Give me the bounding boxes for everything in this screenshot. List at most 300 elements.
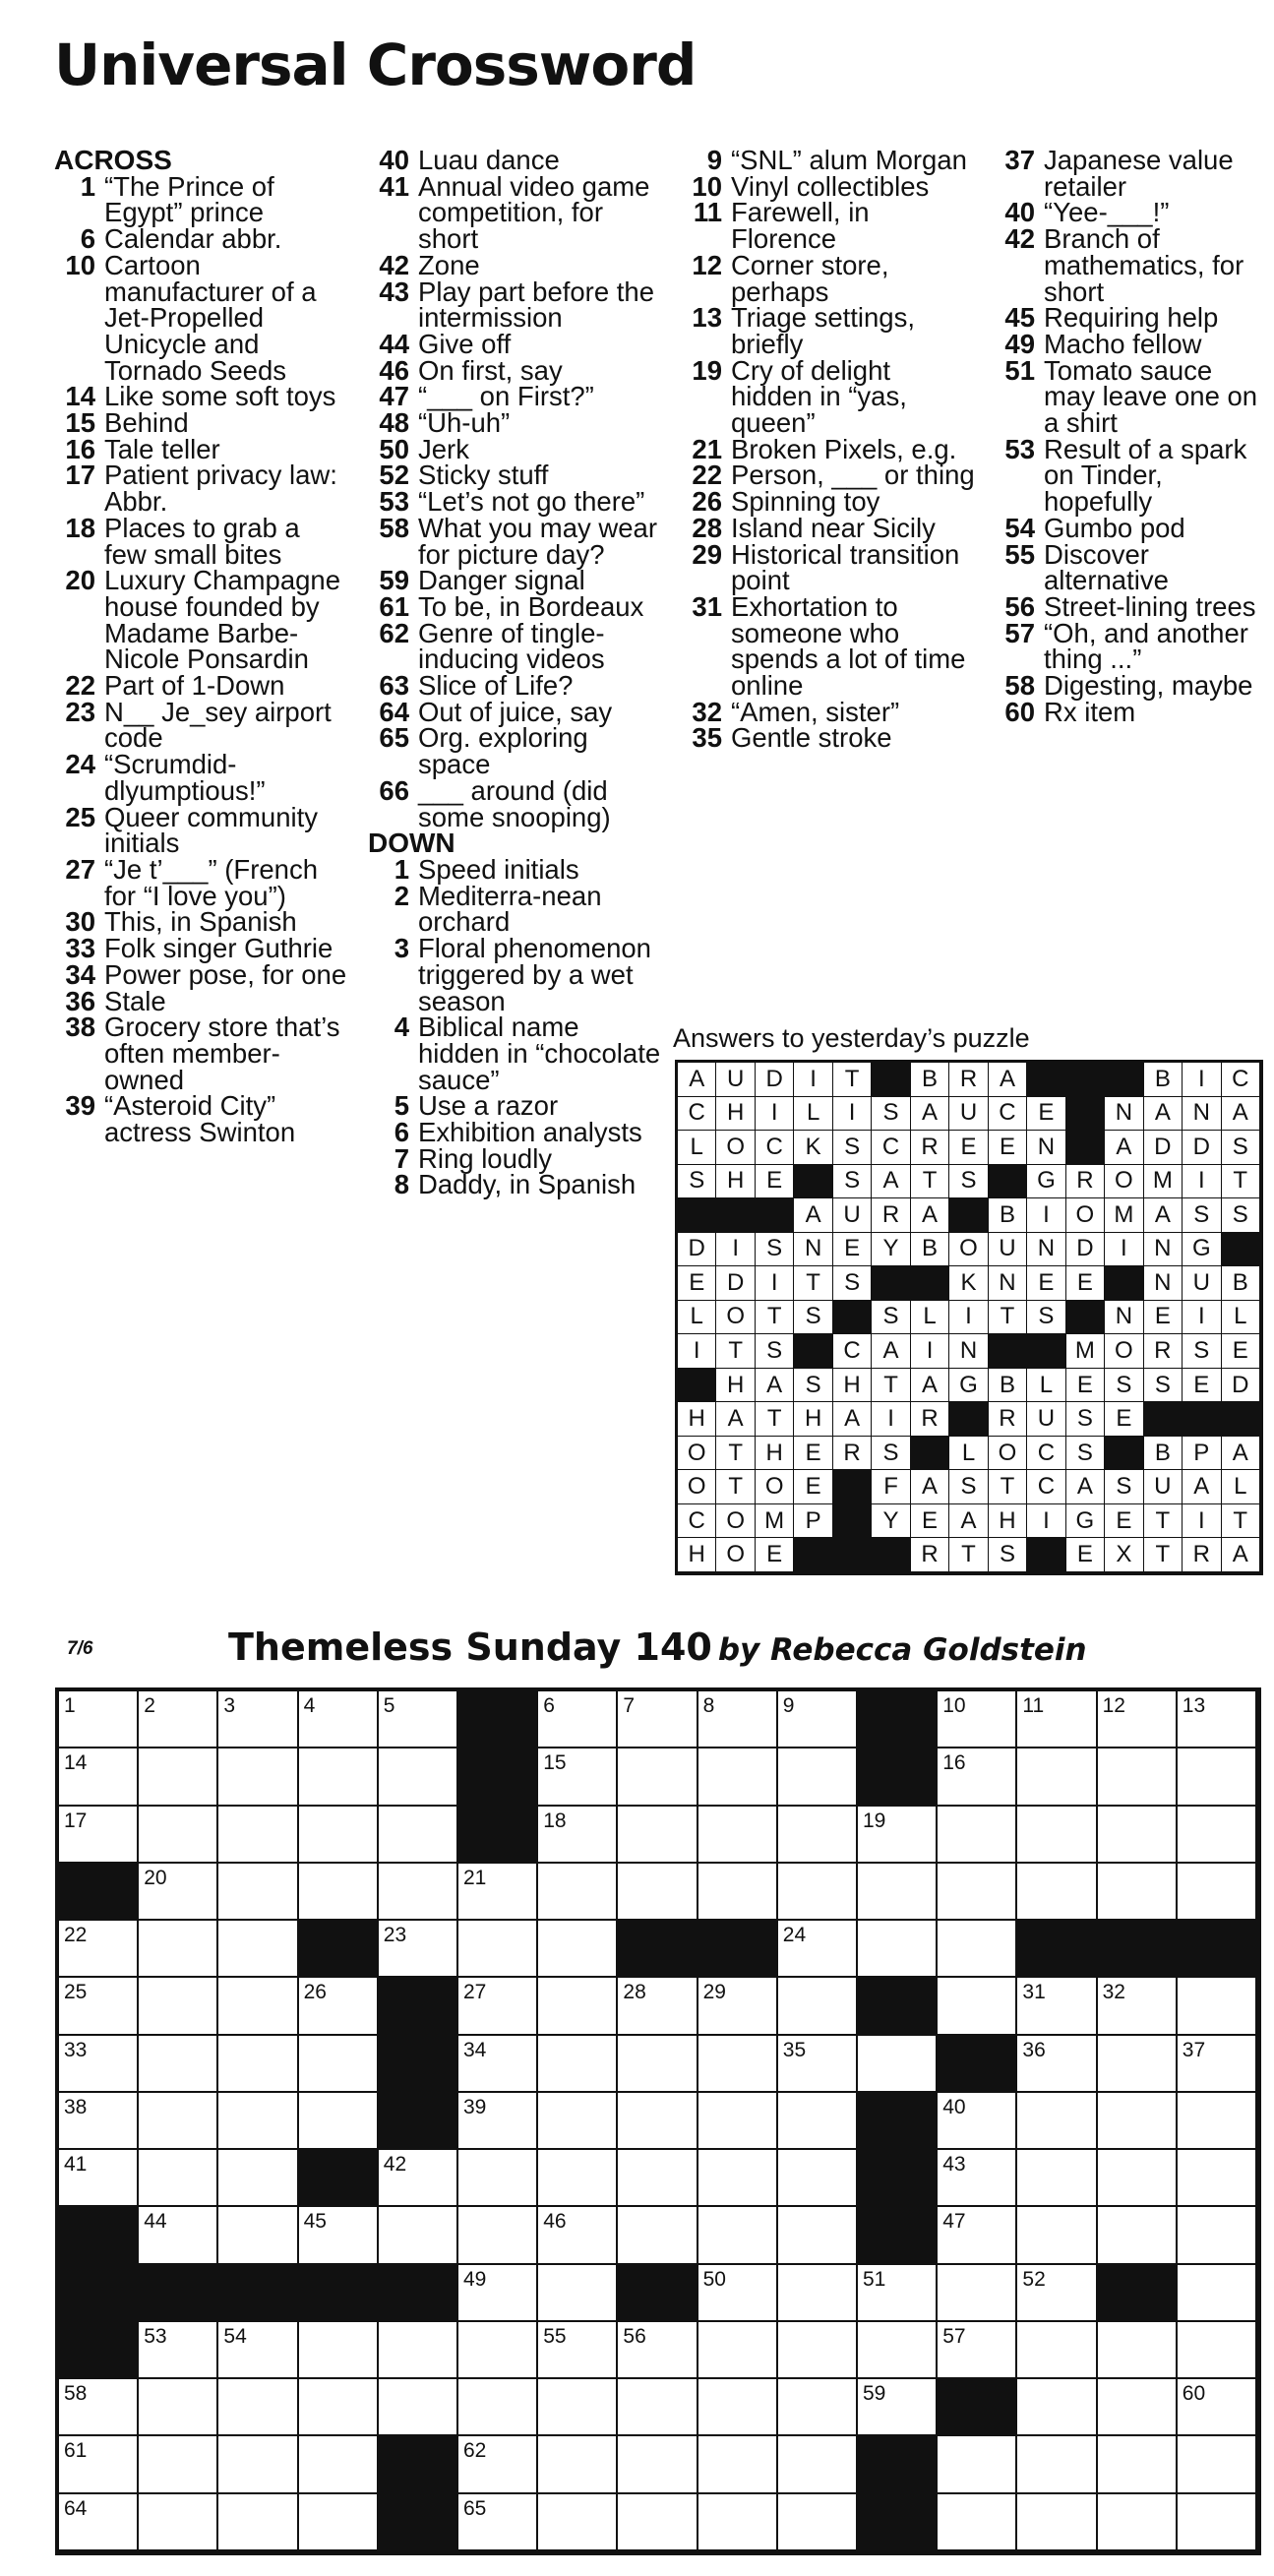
crossword-grid (55, 1687, 1261, 2555)
grid-cell[interactable] (538, 2036, 618, 2093)
grid-cell[interactable] (1098, 2494, 1178, 2551)
grid-cell[interactable] (698, 2036, 778, 2093)
grid-cell[interactable] (1098, 1807, 1178, 1864)
clue-text: Annual video game competition, for short (418, 170, 650, 255)
grid-cell[interactable] (458, 2322, 538, 2379)
clue (368, 617, 663, 675)
clue-column-1 (54, 145, 349, 1148)
grid-cell[interactable] (538, 2093, 618, 2150)
answer-cell: B (911, 1063, 949, 1097)
answer-cell: H (678, 1402, 716, 1437)
grid-cell[interactable] (139, 2036, 218, 2093)
grid-cell[interactable] (218, 2436, 298, 2493)
grid-cell[interactable] (218, 1978, 298, 2035)
answer-cell: I (756, 1097, 794, 1132)
answer-black-square (1105, 1266, 1143, 1301)
grid-cell[interactable] (938, 1978, 1017, 2035)
grid-cell[interactable] (59, 2093, 139, 2150)
grid-cell[interactable] (458, 2207, 538, 2264)
grid-cell[interactable] (139, 1864, 218, 1921)
answer-cell: S (1105, 1470, 1143, 1504)
grid-cell[interactable] (938, 1691, 1017, 1748)
clue-number: 39 (65, 1090, 95, 1122)
grid-cell[interactable] (1017, 1807, 1097, 1864)
grid-cell[interactable] (618, 1691, 698, 1748)
answer-cell: L (1222, 1470, 1260, 1504)
clue-number: 57 (1004, 617, 1035, 648)
grid-cell[interactable] (618, 2436, 698, 2493)
grid-cell[interactable] (1017, 2207, 1097, 2264)
answer-cell: C (1027, 1470, 1065, 1504)
answer-cell: O (1066, 1198, 1105, 1233)
grid-cell[interactable] (139, 1978, 218, 2035)
answer-cell: E (1105, 1402, 1143, 1437)
grid-cell[interactable] (538, 2494, 618, 2551)
answer-cell: X (1105, 1538, 1143, 1572)
black-square (458, 1748, 538, 1806)
grid-cell[interactable] (938, 2494, 1017, 2551)
clue-text: Speed initials (418, 853, 579, 885)
answer-cell: C (756, 1131, 794, 1165)
grid-cell[interactable] (1017, 1691, 1097, 1748)
grid-cell[interactable] (59, 1691, 139, 1748)
grid-cell[interactable] (938, 2093, 1017, 2150)
grid-cell[interactable] (379, 2322, 458, 2379)
grid-cell[interactable] (698, 1864, 778, 1921)
grid-cell[interactable] (59, 2436, 139, 2493)
grid-cell[interactable] (1178, 2379, 1257, 2436)
grid-cell[interactable] (218, 2150, 298, 2207)
answer-cell: N (1183, 1097, 1221, 1132)
answer-black-square (1105, 1437, 1143, 1471)
answer-cell: A (833, 1402, 872, 1437)
grid-cell[interactable] (299, 2322, 379, 2379)
grid-cell[interactable] (1178, 1748, 1257, 1806)
grid-cell[interactable] (299, 2207, 379, 2264)
grid-cell[interactable] (1098, 2436, 1178, 2493)
grid-cell[interactable] (299, 1864, 379, 1921)
grid-cell[interactable] (778, 2494, 858, 2551)
grid-cell[interactable] (538, 2436, 618, 2493)
answer-cell: E (756, 1538, 794, 1572)
grid-cell[interactable] (218, 1921, 298, 1978)
clue (54, 407, 349, 439)
grid-cell[interactable] (1178, 2436, 1257, 2493)
grid-cell[interactable] (458, 1978, 538, 2035)
grid-cell[interactable] (299, 1978, 379, 2035)
grid-cell[interactable] (538, 1864, 618, 1921)
grid-cell[interactable] (938, 1864, 1017, 1921)
clue-text: Behind (104, 407, 189, 439)
clue-text: Play part before the intermission (418, 276, 655, 334)
grid-cell[interactable] (59, 2494, 139, 2551)
grid-cell[interactable] (379, 2207, 458, 2264)
cell-number: 9 (782, 1694, 795, 1717)
grid-cell[interactable] (698, 2379, 778, 2436)
answer-cell: D (1066, 1233, 1105, 1267)
grid-cell[interactable] (698, 2265, 778, 2322)
clue-number: 24 (65, 749, 95, 780)
clue-text: Sticky stuff (418, 460, 549, 491)
grid-cell[interactable] (299, 2494, 379, 2551)
grid-cell[interactable] (698, 2436, 778, 2493)
grid-cell[interactable] (698, 2093, 778, 2150)
grid-cell[interactable] (1178, 2265, 1257, 2322)
clue-text: Luau dance (418, 145, 560, 175)
grid-cell[interactable] (778, 2265, 858, 2322)
answer-black-square (1027, 1063, 1065, 1097)
clue-number: 66 (379, 774, 409, 806)
grid-cell[interactable] (379, 1691, 458, 1748)
grid-cell[interactable] (698, 1978, 778, 2035)
grid-cell[interactable] (1178, 2207, 1257, 2264)
grid-cell[interactable] (218, 1807, 298, 1864)
answer-cell: R (911, 1538, 949, 1572)
clue (368, 1117, 663, 1148)
cell-number: 65 (462, 2496, 487, 2520)
grid-cell[interactable] (379, 1807, 458, 1864)
clue-text: Farewell, in Florence (731, 197, 870, 255)
grid-cell[interactable] (139, 2379, 218, 2436)
grid-cell[interactable] (698, 2207, 778, 2264)
grid-cell[interactable] (218, 1691, 298, 1748)
grid-cell[interactable] (858, 2036, 938, 2093)
grid-cell[interactable] (778, 1691, 858, 1748)
answer-cell: A (1183, 1470, 1221, 1504)
grid-cell[interactable] (59, 1921, 139, 1978)
grid-cell[interactable] (299, 1807, 379, 1864)
page-title: Universal Crossword (54, 31, 697, 98)
clue-text: “Scrumdid-dlyumptious!” (104, 749, 266, 806)
grid-cell[interactable] (59, 1748, 139, 1806)
grid-cell[interactable] (1098, 1691, 1178, 1748)
grid-cell[interactable] (1098, 2322, 1178, 2379)
grid-cell[interactable] (698, 1807, 778, 1864)
answer-black-square (1105, 1063, 1143, 1097)
answer-cell: S (1066, 1402, 1105, 1437)
grid-cell[interactable] (858, 1807, 938, 1864)
grid-cell[interactable] (538, 1807, 618, 1864)
grid-cell[interactable] (1178, 2036, 1257, 2093)
grid-cell[interactable] (1178, 1978, 1257, 2035)
clue-number: 1 (394, 853, 409, 885)
grid-cell[interactable] (218, 2207, 298, 2264)
grid-cell[interactable] (778, 2207, 858, 2264)
grid-cell[interactable] (379, 1921, 458, 1978)
grid-cell[interactable] (698, 1748, 778, 1806)
grid-cell[interactable] (139, 1807, 218, 1864)
clue-number: 30 (65, 906, 95, 938)
clue-number: 20 (65, 565, 95, 596)
grid-cell[interactable] (1017, 1864, 1097, 1921)
clue-number: 36 (65, 985, 95, 1016)
grid-cell[interactable] (1178, 1807, 1257, 1864)
cell-number: 7 (623, 1694, 636, 1717)
grid-cell[interactable] (458, 1864, 538, 1921)
clue-text: Street-lining trees (1044, 590, 1256, 622)
grid-cell[interactable] (59, 2150, 139, 2207)
clue (54, 565, 349, 675)
clue (994, 354, 1269, 439)
grid-cell[interactable] (458, 2436, 538, 2493)
grid-cell[interactable] (1178, 1691, 1257, 1748)
clue (994, 328, 1269, 359)
grid-cell[interactable] (538, 2322, 618, 2379)
grid-cell[interactable] (1017, 2379, 1097, 2436)
black-square (379, 2436, 458, 2493)
grid-cell[interactable] (139, 1691, 218, 1748)
answer-cell: A (678, 1063, 716, 1097)
clue (681, 197, 976, 255)
grid-cell[interactable] (618, 2322, 698, 2379)
grid-cell[interactable] (778, 2093, 858, 2150)
grid-cell[interactable] (538, 1748, 618, 1806)
grid-cell[interactable] (858, 1921, 938, 1978)
grid-cell[interactable] (299, 2093, 379, 2150)
cell-number: 25 (64, 1981, 88, 2004)
answer-cell: S (1105, 1369, 1143, 1403)
clue-text: “Uh-uh” (418, 407, 511, 439)
grid-cell[interactable] (618, 1978, 698, 2035)
grid-cell[interactable] (538, 2207, 618, 2264)
cell-number: 40 (942, 2095, 966, 2118)
clue-text: Result of a spark on Tinder, hopefully (1044, 433, 1247, 518)
clue-number: 58 (379, 512, 409, 543)
answer-cell: H (716, 1369, 755, 1403)
grid-cell[interactable] (1017, 1978, 1097, 2035)
grid-cell[interactable] (538, 1921, 618, 1978)
grid-cell[interactable] (299, 1691, 379, 1748)
clue-column-3 (681, 145, 976, 754)
grid-cell[interactable] (938, 1807, 1017, 1864)
grid-cell[interactable] (59, 1807, 139, 1864)
grid-cell[interactable] (1017, 2093, 1097, 2150)
answer-cell: U (1144, 1470, 1183, 1504)
answer-cell: L (1222, 1301, 1260, 1335)
grid-cell[interactable] (458, 2093, 538, 2150)
grid-cell[interactable] (379, 2150, 458, 2207)
answer-cell: I (756, 1266, 794, 1301)
cell-number: 60 (1182, 2382, 1206, 2406)
clue (368, 512, 663, 570)
clue-number: 53 (1004, 433, 1035, 464)
grid-cell[interactable] (858, 1864, 938, 1921)
grid-cell[interactable] (1098, 2207, 1178, 2264)
grid-cell[interactable] (218, 2494, 298, 2551)
grid-cell[interactable] (1098, 2150, 1178, 2207)
cell-number: 64 (64, 2496, 88, 2520)
grid-cell[interactable] (299, 2436, 379, 2493)
grid-cell[interactable] (139, 2207, 218, 2264)
clue (54, 170, 349, 228)
clue-number: 32 (692, 696, 722, 727)
grid-cell[interactable] (218, 2379, 298, 2436)
clue-number: 18 (65, 512, 95, 543)
grid-cell[interactable] (1017, 2150, 1097, 2207)
grid-cell[interactable] (538, 1691, 618, 1748)
black-square (379, 1978, 458, 2035)
grid-cell[interactable] (1098, 2093, 1178, 2150)
grid-cell[interactable] (618, 2379, 698, 2436)
grid-cell[interactable] (1017, 1748, 1097, 1806)
answer-black-square (1066, 1301, 1105, 1335)
answer-cell: T (716, 1470, 755, 1504)
grid-cell[interactable] (139, 2150, 218, 2207)
answer-cell: S (989, 1538, 1027, 1572)
answer-cell: L (678, 1301, 716, 1335)
answer-cell: H (716, 1165, 755, 1199)
answer-cell: M (1144, 1165, 1183, 1199)
answer-cell: T (756, 1301, 794, 1335)
answer-cell: S (1027, 1301, 1065, 1335)
answer-black-square (872, 1063, 910, 1097)
grid-cell[interactable] (1098, 1978, 1178, 2035)
grid-cell[interactable] (139, 2436, 218, 2493)
grid-cell[interactable] (778, 1748, 858, 1806)
answer-cell: H (678, 1538, 716, 1572)
black-square (858, 2207, 938, 2264)
grid-cell[interactable] (379, 2379, 458, 2436)
answer-cell: A (1066, 1470, 1105, 1504)
grid-cell[interactable] (458, 1921, 538, 1978)
grid-cell[interactable] (379, 1748, 458, 1806)
grid-cell[interactable] (938, 2322, 1017, 2379)
grid-cell[interactable] (1017, 2036, 1097, 2093)
grid-cell[interactable] (1017, 2436, 1097, 2493)
grid-cell[interactable] (938, 2265, 1017, 2322)
grid-cell[interactable] (618, 2036, 698, 2093)
grid-cell[interactable] (139, 2093, 218, 2150)
grid-cell[interactable] (778, 1864, 858, 1921)
grid-cell[interactable] (618, 1748, 698, 1806)
grid-cell[interactable] (778, 1978, 858, 2035)
grid-cell[interactable] (139, 2322, 218, 2379)
grid-cell[interactable] (938, 1921, 1017, 1978)
grid-cell[interactable] (1017, 2322, 1097, 2379)
grid-cell[interactable] (778, 2322, 858, 2379)
grid-cell[interactable] (618, 2093, 698, 2150)
grid-cell[interactable] (59, 2036, 139, 2093)
grid-cell[interactable] (538, 1978, 618, 2035)
answer-cell: U (1183, 1266, 1221, 1301)
grid-cell[interactable] (538, 2265, 618, 2322)
grid-cell[interactable] (139, 1748, 218, 1806)
answer-black-square (949, 1198, 988, 1233)
grid-cell[interactable] (59, 1978, 139, 2035)
grid-cell[interactable] (1098, 2036, 1178, 2093)
answer-cell: S (833, 1131, 872, 1165)
grid-cell[interactable] (938, 2150, 1017, 2207)
grid-cell[interactable] (1178, 2322, 1257, 2379)
grid-cell[interactable] (299, 2379, 379, 2436)
grid-cell[interactable] (778, 1921, 858, 1978)
grid-cell[interactable] (858, 2265, 938, 2322)
grid-cell[interactable] (698, 2494, 778, 2551)
grid-cell[interactable] (778, 2150, 858, 2207)
clue-text: Jerk (418, 433, 469, 464)
clue (54, 249, 349, 386)
grid-cell[interactable] (458, 2379, 538, 2436)
clue (368, 170, 663, 255)
grid-cell[interactable] (618, 2494, 698, 2551)
grid-cell[interactable] (1178, 2093, 1257, 2150)
clue-text: Requiring help (1044, 302, 1219, 334)
grid-cell[interactable] (778, 1807, 858, 1864)
grid-cell[interactable] (218, 1748, 298, 1806)
grid-cell[interactable] (778, 2436, 858, 2493)
grid-cell[interactable] (698, 2322, 778, 2379)
grid-cell[interactable] (59, 2379, 139, 2436)
grid-cell[interactable] (218, 2093, 298, 2150)
grid-cell[interactable] (379, 1864, 458, 1921)
clue (994, 145, 1269, 202)
answer-cell: A (872, 1334, 910, 1369)
grid-cell[interactable] (458, 2265, 538, 2322)
grid-cell[interactable] (1017, 2494, 1097, 2551)
grid-cell[interactable] (538, 2150, 618, 2207)
answer-cell: E (794, 1437, 832, 1471)
grid-cell[interactable] (538, 2379, 618, 2436)
grid-cell[interactable] (698, 2150, 778, 2207)
grid-cell[interactable] (458, 2494, 538, 2551)
grid-cell[interactable] (618, 1864, 698, 1921)
cell-number: 45 (303, 2210, 327, 2234)
grid-cell[interactable] (458, 2036, 538, 2093)
clue-text: Macho fellow (1044, 328, 1202, 359)
grid-cell[interactable] (218, 2036, 298, 2093)
grid-cell[interactable] (618, 2207, 698, 2264)
grid-cell[interactable] (938, 1748, 1017, 1806)
grid-cell[interactable] (1017, 2265, 1097, 2322)
cell-number: 26 (303, 1981, 327, 2004)
grid-cell[interactable] (938, 2207, 1017, 2264)
grid-cell[interactable] (618, 2150, 698, 2207)
grid-cell[interactable] (858, 2379, 938, 2436)
grid-cell[interactable] (618, 1807, 698, 1864)
answer-cell: O (678, 1470, 716, 1504)
grid-cell[interactable] (1178, 1864, 1257, 1921)
answer-black-square (1066, 1131, 1105, 1165)
grid-cell[interactable] (858, 2322, 938, 2379)
grid-cell[interactable] (1098, 1748, 1178, 1806)
cell-number: 29 (702, 1981, 726, 2004)
grid-cell[interactable] (218, 2322, 298, 2379)
answer-black-square (1144, 1402, 1183, 1437)
cell-number: 4 (303, 1694, 316, 1717)
clue-text: Tomato sauce may leave one on a shirt (1044, 354, 1258, 439)
answer-cell: S (1183, 1334, 1221, 1369)
grid-cell[interactable] (458, 2150, 538, 2207)
answer-cell: S (678, 1165, 716, 1199)
grid-cell[interactable] (1178, 2150, 1257, 2207)
grid-cell[interactable] (299, 1748, 379, 1806)
clue-text: Grocery store that’s often member-owned (104, 1012, 340, 1095)
answer-cell: T (911, 1165, 949, 1199)
grid-cell[interactable] (698, 1691, 778, 1748)
grid-cell[interactable] (139, 1921, 218, 1978)
grid-cell[interactable] (938, 2436, 1017, 2493)
grid-cell[interactable] (778, 2036, 858, 2093)
grid-cell[interactable] (1098, 1864, 1178, 1921)
grid-cell[interactable] (139, 2494, 218, 2551)
grid-cell[interactable] (1098, 2379, 1178, 2436)
clue (54, 801, 349, 859)
answer-cell: C (1222, 1063, 1260, 1097)
grid-cell[interactable] (778, 2379, 858, 2436)
grid-cell[interactable] (1178, 2494, 1257, 2551)
grid-cell[interactable] (218, 1864, 298, 1921)
grid-cell[interactable] (299, 2036, 379, 2093)
